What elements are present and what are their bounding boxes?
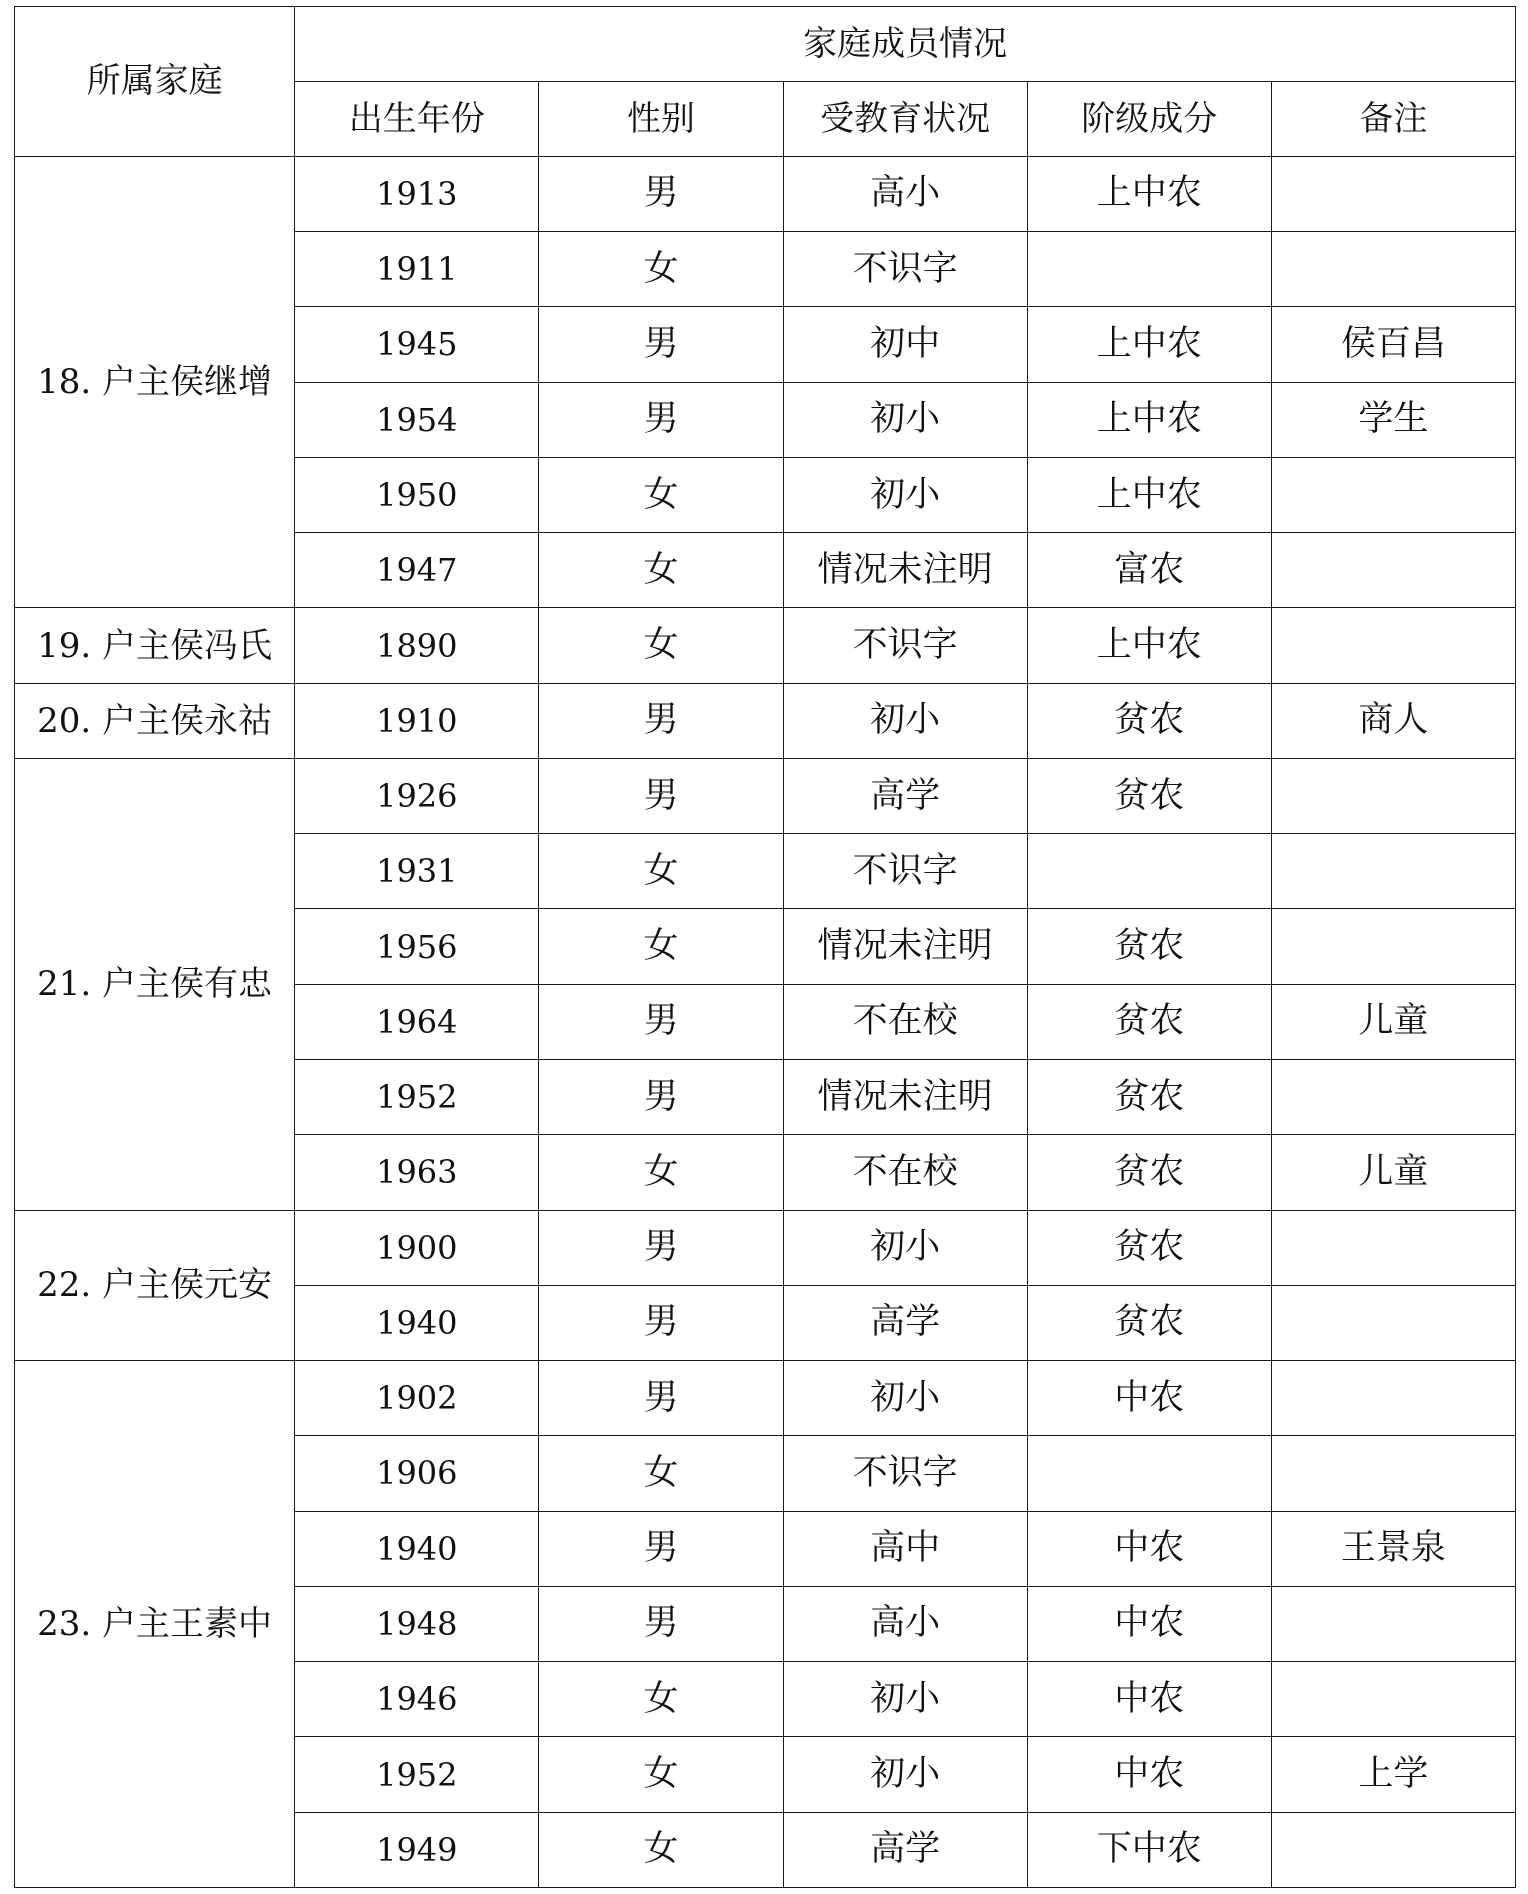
header-class-status: 阶级成分 — [1027, 81, 1271, 156]
remarks-cell — [1271, 1060, 1515, 1135]
birth-year-cell: 1950 — [295, 457, 539, 532]
class-status-cell: 贫农 — [1027, 1210, 1271, 1285]
remarks-cell — [1271, 1812, 1515, 1887]
gender-cell: 男 — [539, 1361, 783, 1436]
birth-year-cell: 1954 — [295, 382, 539, 457]
education-cell: 不识字 — [783, 232, 1027, 307]
gender-cell: 男 — [539, 683, 783, 758]
family-label-cell: 23. 户主王素中 — [15, 1361, 295, 1888]
birth-year-cell: 1906 — [295, 1436, 539, 1511]
birth-year-cell: 1952 — [295, 1060, 539, 1135]
remarks-cell — [1271, 1285, 1515, 1360]
class-status-cell — [1027, 1436, 1271, 1511]
birth-year-cell: 1945 — [295, 307, 539, 382]
class-status-cell: 中农 — [1027, 1511, 1271, 1586]
gender-cell: 女 — [539, 457, 783, 532]
family-label-cell: 21. 户主侯有忠 — [15, 758, 295, 1210]
gender-cell: 男 — [539, 307, 783, 382]
education-cell: 高学 — [783, 1812, 1027, 1887]
table-body — [15, 7, 1516, 1888]
education-cell: 不在校 — [783, 984, 1027, 1059]
birth-year-cell: 1902 — [295, 1361, 539, 1436]
education-cell: 不识字 — [783, 1436, 1027, 1511]
class-status-cell: 下中农 — [1027, 1812, 1271, 1887]
education-cell: 高学 — [783, 1285, 1027, 1360]
remarks-cell — [1271, 909, 1515, 984]
class-status-cell: 中农 — [1027, 1586, 1271, 1661]
remarks-cell — [1271, 457, 1515, 532]
birth-year-cell: 1890 — [295, 608, 539, 683]
remarks-cell — [1271, 608, 1515, 683]
table-row — [15, 608, 1516, 683]
education-cell: 高小 — [783, 156, 1027, 231]
remarks-cell — [1271, 1586, 1515, 1661]
class-status-cell: 贫农 — [1027, 758, 1271, 833]
class-status-cell — [1027, 834, 1271, 909]
header-group-title: 家庭成员情况 — [295, 7, 1516, 82]
class-status-cell: 上中农 — [1027, 156, 1271, 231]
gender-cell: 女 — [539, 232, 783, 307]
education-cell: 初中 — [783, 307, 1027, 382]
gender-cell: 女 — [539, 909, 783, 984]
gender-cell: 男 — [539, 984, 783, 1059]
gender-cell: 男 — [539, 1586, 783, 1661]
class-status-cell: 贫农 — [1027, 683, 1271, 758]
birth-year-cell: 1956 — [295, 909, 539, 984]
remarks-cell — [1271, 1436, 1515, 1511]
class-status-cell: 上中农 — [1027, 457, 1271, 532]
education-cell: 情况未注明 — [783, 909, 1027, 984]
education-cell: 初小 — [783, 1662, 1027, 1737]
family-label-cell: 22. 户主侯元安 — [15, 1210, 295, 1361]
table-row — [15, 758, 1516, 833]
class-status-cell: 贫农 — [1027, 984, 1271, 1059]
education-cell: 初小 — [783, 1361, 1027, 1436]
table-row — [15, 156, 1516, 231]
birth-year-cell: 1963 — [295, 1135, 539, 1210]
class-status-cell: 贫农 — [1027, 1285, 1271, 1360]
table-row — [15, 683, 1516, 758]
birth-year-cell: 1940 — [295, 1511, 539, 1586]
education-cell: 初小 — [783, 683, 1027, 758]
gender-cell: 女 — [539, 1662, 783, 1737]
gender-cell: 女 — [539, 1737, 783, 1812]
class-status-cell: 富农 — [1027, 533, 1271, 608]
class-status-cell: 上中农 — [1027, 608, 1271, 683]
birth-year-cell: 1964 — [295, 984, 539, 1059]
header-gender: 性别 — [539, 81, 783, 156]
gender-cell: 男 — [539, 1060, 783, 1135]
birth-year-cell: 1913 — [295, 156, 539, 231]
gender-cell: 女 — [539, 1812, 783, 1887]
remarks-cell — [1271, 1210, 1515, 1285]
gender-cell: 男 — [539, 1511, 783, 1586]
gender-cell: 男 — [539, 1285, 783, 1360]
remarks-cell — [1271, 1361, 1515, 1436]
header-family-cell: 所属家庭 — [15, 7, 295, 157]
remarks-cell: 学生 — [1271, 382, 1515, 457]
table-row — [15, 1210, 1516, 1285]
education-cell: 不在校 — [783, 1135, 1027, 1210]
remarks-cell: 商人 — [1271, 683, 1515, 758]
family-label-cell: 18. 户主侯继增 — [15, 156, 295, 608]
birth-year-cell: 1946 — [295, 1662, 539, 1737]
gender-cell: 女 — [539, 1436, 783, 1511]
remarks-cell — [1271, 758, 1515, 833]
education-cell: 初小 — [783, 382, 1027, 457]
birth-year-cell: 1926 — [295, 758, 539, 833]
remarks-cell — [1271, 533, 1515, 608]
gender-cell: 女 — [539, 533, 783, 608]
remarks-cell — [1271, 834, 1515, 909]
education-cell: 高中 — [783, 1511, 1027, 1586]
gender-cell: 男 — [539, 156, 783, 231]
class-status-cell: 上中农 — [1027, 307, 1271, 382]
class-status-cell: 中农 — [1027, 1662, 1271, 1737]
birth-year-cell: 1910 — [295, 683, 539, 758]
gender-cell: 男 — [539, 1210, 783, 1285]
birth-year-cell: 1949 — [295, 1812, 539, 1887]
family-label-cell: 20. 户主侯永祜 — [15, 683, 295, 758]
education-cell: 不识字 — [783, 834, 1027, 909]
education-cell: 初小 — [783, 457, 1027, 532]
education-cell: 高学 — [783, 758, 1027, 833]
header-remarks: 备注 — [1271, 81, 1515, 156]
class-status-cell — [1027, 232, 1271, 307]
remarks-cell: 儿童 — [1271, 1135, 1515, 1210]
birth-year-cell: 1952 — [295, 1737, 539, 1812]
gender-cell: 男 — [539, 758, 783, 833]
birth-year-cell: 1931 — [295, 834, 539, 909]
birth-year-cell: 1940 — [295, 1285, 539, 1360]
remarks-cell — [1271, 232, 1515, 307]
class-status-cell: 贫农 — [1027, 1135, 1271, 1210]
table-row — [15, 1361, 1516, 1436]
education-cell: 不识字 — [783, 608, 1027, 683]
class-status-cell: 中农 — [1027, 1361, 1271, 1436]
class-status-cell: 中农 — [1027, 1737, 1271, 1812]
remarks-cell: 王景泉 — [1271, 1511, 1515, 1586]
education-cell: 初小 — [783, 1737, 1027, 1812]
gender-cell: 男 — [539, 382, 783, 457]
gender-cell: 女 — [539, 834, 783, 909]
remarks-cell — [1271, 156, 1515, 231]
header-education: 受教育状况 — [783, 81, 1027, 156]
class-status-cell: 贫农 — [1027, 1060, 1271, 1135]
family-label-cell: 19. 户主侯冯氏 — [15, 608, 295, 683]
education-cell: 情况未注明 — [783, 1060, 1027, 1135]
header-birth-year: 出生年份 — [295, 81, 539, 156]
birth-year-cell: 1900 — [295, 1210, 539, 1285]
education-cell: 情况未注明 — [783, 533, 1027, 608]
birth-year-cell: 1911 — [295, 232, 539, 307]
remarks-cell: 儿童 — [1271, 984, 1515, 1059]
birth-year-cell: 1947 — [295, 533, 539, 608]
education-cell: 初小 — [783, 1210, 1027, 1285]
class-status-cell: 上中农 — [1027, 382, 1271, 457]
family-members-table — [14, 6, 1516, 1888]
class-status-cell: 贫农 — [1027, 909, 1271, 984]
header-row-1 — [15, 7, 1516, 82]
remarks-cell — [1271, 1662, 1515, 1737]
remarks-cell: 侯百昌 — [1271, 307, 1515, 382]
education-cell: 高小 — [783, 1586, 1027, 1661]
gender-cell: 女 — [539, 1135, 783, 1210]
remarks-cell: 上学 — [1271, 1737, 1515, 1812]
birth-year-cell: 1948 — [295, 1586, 539, 1661]
gender-cell: 女 — [539, 608, 783, 683]
